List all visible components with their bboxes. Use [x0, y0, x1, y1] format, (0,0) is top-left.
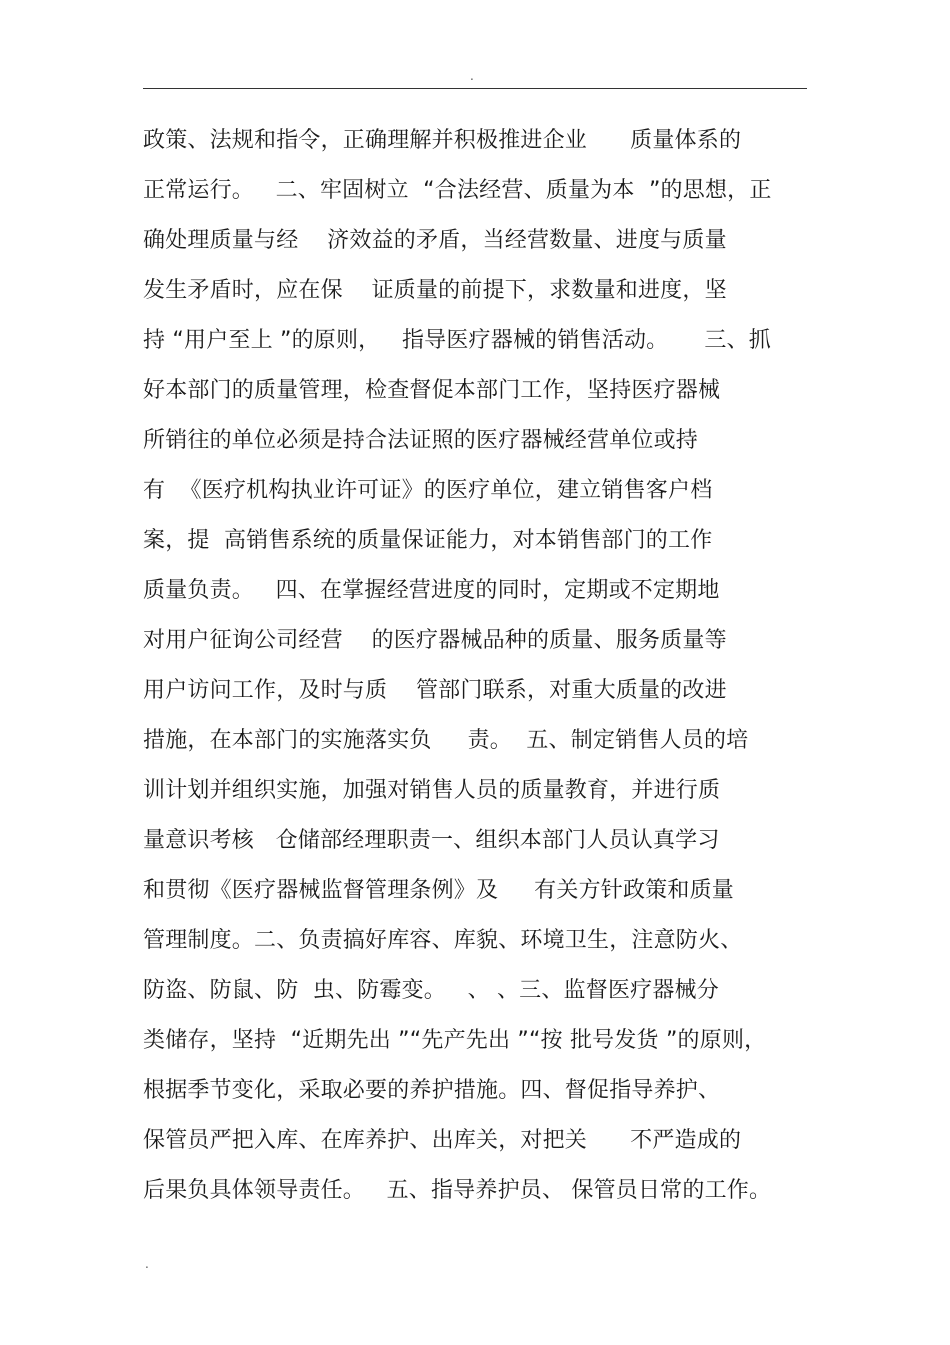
text-line: 质量负责。 四、在掌握经营进度的同时，定期或不定期地 [143, 578, 720, 603]
header-mark: . [470, 69, 474, 83]
text-line: 类储存，坚持 “近期先出 ”“先产先出 ”“按 批号发货 ”的原则， [143, 1028, 767, 1053]
text-line: 根据季节变化，采取必要的养护措施。四、督促指导养护、 [143, 1078, 721, 1103]
text-line: 防盗、防鼠、防 虫、防霉变。 、 、三、监督医疗器械分 [143, 978, 719, 1003]
text-line: 确处理质量与经 济效益的矛盾，当经营数量、进度与质量 [143, 228, 727, 253]
text-line: 对用户征询公司经营 的医疗器械品种的质量、服务质量等 [143, 628, 727, 653]
text-line: 政策、法规和指令，正确理解并积极推进企业 质量体系的 [143, 128, 742, 153]
text-line: 保管员严把入库、在库养护、出库关，对把关 不严造成的 [143, 1128, 742, 1153]
text-line: 所销往的单位必须是持合法证照的医疗器械经营单位或持 [143, 428, 699, 453]
text-line: 训计划并组织实施，加强对销售人员的质量教育，并进行质 [143, 778, 721, 803]
body-text [143, 116, 807, 1216]
text-line: 措施，在本部门的实施落实负 责。 五、制定销售人员的培 [143, 728, 749, 753]
footer-mark: . [145, 1257, 149, 1271]
text-line: 管理制度。二、负责搞好库容、库貌、环境卫生，注意防火、 [143, 928, 743, 953]
header-rule [143, 88, 807, 89]
text-line: 持 “用户至上 ”的原则， 指导医疗器械的销售活动。 三、抓 [143, 328, 771, 353]
text-line: 正常运行。 二、牢固树立 “合法经营、质量为本 ”的思想，正 [143, 178, 772, 203]
text-line: 量意识考核 仓储部经理职责一、组织本部门人员认真学习 [143, 828, 720, 853]
text-line: 后果负具体领导责任。 五、指导养护员、 保管员日常的工作。 [143, 1178, 772, 1203]
text-line: 发生矛盾时，应在保 证质量的前提下，求数量和进度，坚 [143, 278, 727, 303]
text-line: 和贯彻《医疗器械监督管理条例》及 有关方针政策和质量 [143, 878, 734, 903]
text-line: 案，提 高销售系统的质量保证能力，对本销售部门的工作 [143, 528, 713, 553]
text-line: 用户访问工作，及时与质 管部门联系，对重大质量的改进 [143, 678, 727, 703]
text-line: 好本部门的质量管理，检查督促本部门工作，坚持医疗器械 [143, 378, 721, 403]
text-line: 有 《医疗机构执业许可证》的医疗单位，建立销售客户档 [143, 478, 713, 503]
